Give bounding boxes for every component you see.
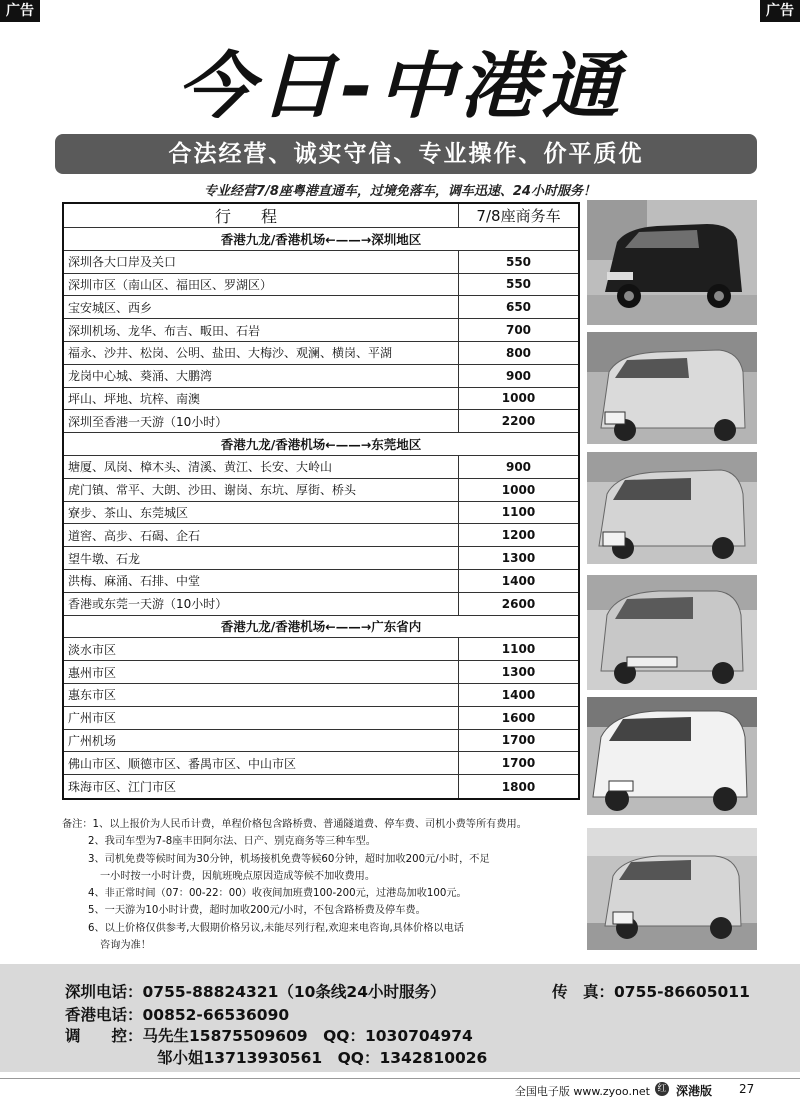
- route-cell: 福永、沙井、松岗、公明、盐田、大梅沙、观澜、横岗、平湖: [64, 342, 459, 364]
- table-header: [64, 204, 578, 228]
- price-cell: 1400: [501, 573, 536, 588]
- footer-edition: 深港版: [676, 1084, 713, 1098]
- van-photo: [587, 697, 757, 815]
- price-cell: 1600: [501, 710, 536, 725]
- table-row: [64, 707, 578, 730]
- note-line: 3、司机免费等候时间为30分钟，机场接机免费等候60分钟，超时加收200元/小时，不足: [88, 853, 490, 865]
- table-row: [64, 274, 578, 297]
- van-image-4: [587, 575, 757, 690]
- table-row: [64, 342, 578, 365]
- headline: 今日-中港通: [176, 44, 624, 128]
- table-row: [64, 570, 578, 593]
- note-line: 咨询为准！: [100, 940, 151, 952]
- price-cell: 800: [505, 345, 532, 360]
- van-photo: [587, 200, 757, 325]
- van-image-6: [587, 828, 757, 950]
- shenzhen-phone: 深圳电话：0755-88824321（10条线24小时服务）: [65, 983, 446, 1001]
- notes: [62, 816, 580, 954]
- price-cell: 1400: [501, 687, 536, 702]
- van-photo: [587, 828, 757, 950]
- table-row: [64, 547, 578, 570]
- price-cell: 1100: [501, 505, 536, 520]
- table-row: [64, 730, 578, 753]
- table-row: [64, 388, 578, 411]
- route-cell: 望牛墩、石龙: [64, 547, 459, 569]
- header-price: 7/8座商务车: [476, 207, 561, 225]
- route-cell: 广州机场: [64, 730, 459, 752]
- footer-rule: [0, 1078, 800, 1079]
- dispatch-contact-1: 调 控：马先生15875509609 QQ：1030704974: [65, 1027, 473, 1045]
- van-photo: [587, 452, 757, 564]
- price-cell: 550: [505, 277, 532, 292]
- contact-panel: [0, 964, 800, 1072]
- table-row: [64, 319, 578, 342]
- route-cell: 深圳至香港一天游（10小时）: [64, 410, 459, 432]
- table-row: [64, 661, 578, 684]
- route-cell: 珠海市区、江门市区: [64, 775, 459, 798]
- van-photo: [587, 332, 757, 444]
- price-cell: 900: [505, 368, 532, 383]
- route-cell: 虎门镇、常平、大朗、沙田、谢岗、东坑、厚街、桥头: [64, 479, 459, 501]
- price-cell: 2200: [501, 414, 536, 429]
- price-cell: 1200: [501, 528, 536, 543]
- header-route: 行程: [64, 204, 459, 227]
- price-cell: 1000: [501, 482, 536, 497]
- van-image-5: [587, 697, 757, 815]
- route-cell: 洪梅、麻涌、石排、中堂: [64, 570, 459, 592]
- price-cell: 1800: [501, 779, 536, 794]
- page-footer: [0, 1078, 800, 1100]
- note-line: 5、一天游为10小时计费，超时加收200元/小时，不包含路桥费及停车费。: [88, 905, 426, 917]
- dispatch-contact-2: 邹小姐13713930561 QQ：1342810026: [157, 1049, 488, 1067]
- hongkong-phone: 香港电话：00852-66536090: [65, 1006, 290, 1024]
- footer-badge-icon: 红: [655, 1082, 669, 1096]
- price-cell: 1000: [501, 391, 536, 406]
- page-number: 27: [739, 1082, 755, 1096]
- route-cell: 深圳机场、龙华、布吉、畈田、石岩: [64, 319, 459, 341]
- van-image-1: [587, 200, 757, 325]
- van-image-2: [587, 332, 757, 444]
- price-cell: 550: [505, 254, 532, 269]
- van-photo: [587, 575, 757, 690]
- table-row: [64, 365, 578, 388]
- ad-label-right: 广告: [760, 0, 800, 22]
- table-row: [64, 684, 578, 707]
- table-row: [64, 638, 578, 661]
- table-row: [64, 479, 578, 502]
- price-cell: 1700: [501, 756, 536, 771]
- price-cell: 1300: [501, 551, 536, 566]
- ad-label-left: 广告: [0, 0, 40, 22]
- route-cell: 广州市区: [64, 707, 459, 729]
- fax-number: 传 真：0755-86605011: [552, 983, 750, 1001]
- note-line: 2、我司车型为7-8座丰田阿尔法、日产、别克商务等三种车型。: [88, 836, 376, 848]
- table-row: [64, 593, 578, 616]
- note-line: 4、非正常时间（07：00-22：00）收夜间加班费100-200元，过港岛加收100元。: [88, 888, 467, 900]
- price-cell: 700: [505, 323, 532, 338]
- table-row: [64, 456, 578, 479]
- route-cell: 佛山市区、顺德市区、番禺市区、中山市区: [64, 752, 459, 774]
- table-section-title: 香港九龙/香港机场←——→深圳地区: [64, 228, 578, 251]
- price-cell: 2600: [501, 596, 536, 611]
- note-line: 一小时按一小时计费，因航班晚点原因造成等候不加收费用。: [100, 870, 376, 882]
- table-row: [64, 410, 578, 433]
- route-cell: 塘厦、凤岗、樟木头、清溪、黄江、长安、大岭山: [64, 456, 459, 478]
- slogan-bar: 合法经营、诚实守信、专业操作、价平质优: [55, 134, 757, 174]
- price-cell: 1700: [501, 733, 536, 748]
- note-line: 6、以上价格仅供参考,大假期价格另议,未能尽列行程,欢迎来电咨询,具体价格以电话: [88, 922, 464, 934]
- footer-site[interactable]: 全国电子版 www.zyoo.net: [514, 1085, 650, 1098]
- table-row: [64, 524, 578, 547]
- route-cell: 香港或东莞一天游（10小时）: [64, 593, 459, 615]
- price-table: [62, 202, 580, 800]
- route-cell: 宝安城区、西乡: [64, 296, 459, 318]
- route-cell: 坪山、坪地、坑梓、南澳: [64, 388, 459, 410]
- table-section-title: 香港九龙/香港机场←——→广东省内: [64, 616, 578, 639]
- price-cell: 900: [505, 459, 532, 474]
- route-cell: 深圳市区（南山区、福田区、罗湖区）: [64, 274, 459, 296]
- service-subline: 专业经营7/8座粤港直通车，过境免落车，调车迅速、24小时服务！: [204, 184, 596, 199]
- table-section-title: 香港九龙/香港机场←——→东莞地区: [64, 433, 578, 456]
- route-cell: 深圳各大口岸及关口: [64, 251, 459, 273]
- table-row: [64, 752, 578, 775]
- table-row: [64, 502, 578, 525]
- note-line: 备注：1、以上报价为人民币计费，单程价格包含路桥费、普通隧道费、停车费、司机小费等所有费用。: [62, 819, 527, 830]
- route-cell: 道窖、高步、石碣、企石: [64, 524, 459, 546]
- route-cell: 惠东市区: [64, 684, 459, 706]
- van-image-3: [587, 452, 757, 564]
- route-cell: 龙岗中心城、葵涌、大鹏湾: [64, 365, 459, 387]
- table-row: [64, 251, 578, 274]
- price-cell: 650: [505, 300, 532, 315]
- route-cell: 淡水市区: [64, 638, 459, 660]
- table-row: [64, 775, 578, 798]
- route-cell: 惠州市区: [64, 661, 459, 683]
- price-cell: 1100: [501, 642, 536, 657]
- table-row: [64, 296, 578, 319]
- route-cell: 寮步、茶山、东莞城区: [64, 502, 459, 524]
- price-cell: 1300: [501, 665, 536, 680]
